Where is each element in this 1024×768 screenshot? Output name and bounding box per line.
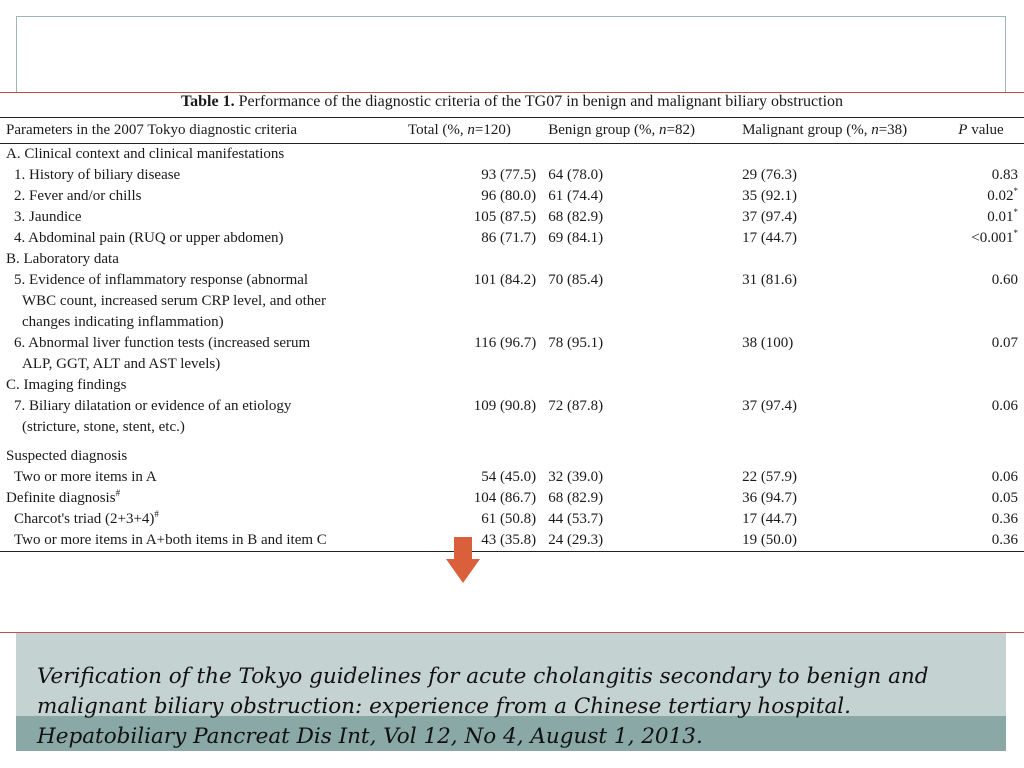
- cell-benign: 68 (82.9): [548, 209, 604, 225]
- cell-total: 86 (71.7): [481, 230, 537, 246]
- cell-malignant: 37 (97.4): [742, 398, 798, 414]
- section-row: [0, 438, 1024, 467]
- cell-malignant: 38 (100): [742, 335, 794, 351]
- header-p-value: P value: [952, 118, 1024, 144]
- row-label-text: Charcot's triad (2+3+4)#: [14, 509, 159, 527]
- header-malignant: Malignant group (%, n=38): [736, 118, 952, 144]
- row-label: [0, 165, 402, 186]
- cell-malignant: 36 (94.7): [742, 490, 798, 506]
- cell-total: 116 (96.7): [474, 335, 537, 351]
- header-benign: Benign group (%, n=82): [542, 118, 736, 144]
- cell-malignant: 37 (97.4): [742, 209, 798, 225]
- table-body: [0, 144, 1024, 552]
- cell-total: 109 (90.8): [473, 398, 537, 414]
- row-label: [0, 509, 402, 530]
- cell-total: 54 (45.0): [481, 469, 537, 485]
- cell-total: 93 (77.5): [481, 167, 537, 183]
- row-label: [0, 207, 402, 228]
- cell-malignant: 35 (92.1): [742, 188, 798, 204]
- cell-total: 104 (86.7): [473, 490, 537, 506]
- cell-malignant: 19 (50.0): [736, 530, 952, 552]
- table-title-text: Performance of the diagnostic criteria of the TG07 in benign and malignant biliary obstruction: [234, 93, 844, 110]
- table-row: [0, 509, 1024, 530]
- table-title: [0, 93, 1024, 111]
- down-arrow-icon: [446, 537, 480, 583]
- cell-total: 105 (87.5): [473, 209, 537, 225]
- cell-benign: 44 (53.7): [548, 511, 604, 527]
- cell-benign: 32 (39.0): [548, 469, 604, 485]
- row-label-text: 1. History of biliary disease: [14, 167, 181, 183]
- header-parameters: Parameters in the 2007 Tokyo diagnostic criteria: [0, 118, 402, 144]
- cell-p-value: 0.36: [991, 511, 1018, 527]
- table-figure: [0, 93, 1024, 633]
- cell-p-value: 0.06: [991, 398, 1018, 414]
- table-row: [0, 488, 1024, 509]
- row-label: [0, 438, 402, 467]
- row-label: [0, 249, 402, 270]
- cell-malignant: 22 (57.9): [742, 469, 798, 485]
- cell-p-value: 0.06: [991, 469, 1018, 485]
- row-label-text: 3. Jaundice: [14, 209, 82, 225]
- row-label: [0, 375, 402, 396]
- row-label: [0, 228, 402, 249]
- section-filler: [402, 438, 1024, 467]
- down-arrow-shape: [446, 537, 480, 583]
- cell-p-value: 0.60: [991, 272, 1018, 288]
- row-label-text: 7. Biliary dilatation or evidence of an etiology: [14, 398, 292, 414]
- row-label: [0, 333, 402, 375]
- header-total: Total (%, n=120): [402, 118, 542, 144]
- cell-total: 61 (50.8): [481, 511, 537, 527]
- caption-line-2: malignant biliary obstruction: experience from a Chinese tertiary hospital.: [37, 694, 852, 719]
- row-label-text: 5. Evidence of inflammatory response (abnormal: [14, 272, 309, 288]
- cell-malignant: 31 (81.6): [742, 272, 798, 288]
- cell-benign: 24 (29.3): [542, 530, 736, 552]
- cell-total: 96 (80.0): [481, 188, 537, 204]
- row-label-text: 6. Abnormal liver function tests (increased serum: [14, 335, 311, 351]
- cell-benign: 72 (87.8): [548, 398, 604, 414]
- row-label-text: Definite diagnosis#: [6, 488, 121, 506]
- row-label-text: A. Clinical context and clinical manifestations: [6, 146, 285, 162]
- cell-benign: 68 (82.9): [548, 490, 604, 506]
- cell-p-value: 0.01*: [987, 207, 1018, 225]
- row-label: [0, 488, 402, 509]
- cell-p-value: 0.05: [991, 490, 1018, 506]
- row-label: [0, 530, 402, 552]
- table-row: [0, 165, 1024, 186]
- results-table: [0, 117, 1024, 552]
- row-label: [0, 467, 402, 488]
- section-row: [0, 375, 1024, 396]
- row-label: [0, 144, 402, 166]
- cell-total: 43 (35.8): [402, 530, 542, 552]
- cell-p-value: 0.36: [952, 530, 1024, 552]
- row-label-text: 4. Abdominal pain (RUQ or upper abdomen): [14, 230, 284, 246]
- table-row: [0, 186, 1024, 207]
- row-label-text: B. Laboratory data: [6, 251, 119, 267]
- row-label: [0, 396, 402, 438]
- table-row: [0, 530, 1024, 552]
- table-row: [0, 228, 1024, 249]
- cell-benign: 78 (95.1): [548, 335, 604, 351]
- section-row: [0, 249, 1024, 270]
- cell-p-value: 0.07: [991, 335, 1018, 351]
- citation-caption: [37, 662, 997, 752]
- cell-malignant: 17 (44.7): [742, 230, 798, 246]
- cell-benign: 69 (84.1): [548, 230, 604, 246]
- table-row: [0, 467, 1024, 488]
- section-filler: [402, 375, 1024, 396]
- row-label-text: Suspected diagnosis: [6, 448, 128, 464]
- cell-p-value: 0.83: [991, 167, 1018, 183]
- row-label-text: C. Imaging findings: [6, 377, 127, 393]
- cell-malignant: 17 (44.7): [742, 511, 798, 527]
- table-header-row: [0, 118, 1024, 144]
- table-row: [0, 333, 1024, 375]
- table-row: [0, 270, 1024, 333]
- row-label-text: 2. Fever and/or chills: [14, 188, 142, 204]
- cell-p-value: 0.02*: [987, 186, 1018, 204]
- section-row: [0, 144, 1024, 166]
- row-label: [0, 270, 402, 333]
- caption-line-3: Hepatobiliary Pancreat Dis Int, Vol 12, No 4, August 1, 2013.: [37, 724, 703, 749]
- table-row: [0, 207, 1024, 228]
- row-label-text: (stricture, stone, stent, etc.): [22, 419, 185, 435]
- row-label-text: Two or more items in A+both items in B and item C: [14, 532, 327, 548]
- section-filler: [402, 144, 1024, 166]
- table-row: [0, 396, 1024, 438]
- cell-benign: 61 (74.4): [548, 188, 604, 204]
- caption-line-1: Verification of the Tokyo guidelines for acute cholangitis secondary to benign and: [37, 664, 929, 689]
- table-title-label: Table 1.: [180, 93, 235, 110]
- cell-benign: 70 (85.4): [548, 272, 604, 288]
- row-label-text: WBC count, increased serum CRP level, and other: [22, 293, 326, 309]
- cell-benign: 64 (78.0): [548, 167, 604, 183]
- row-label: [0, 186, 402, 207]
- cell-malignant: 29 (76.3): [742, 167, 798, 183]
- row-label-text: Two or more items in A: [14, 469, 157, 485]
- cell-total: 101 (84.2): [473, 272, 537, 288]
- row-label-text: changes indicating inflammation): [22, 314, 224, 330]
- cell-p-value: <0.001*: [971, 228, 1018, 246]
- row-label-text: ALP, GGT, ALT and AST levels): [22, 356, 221, 372]
- section-filler: [402, 249, 1024, 270]
